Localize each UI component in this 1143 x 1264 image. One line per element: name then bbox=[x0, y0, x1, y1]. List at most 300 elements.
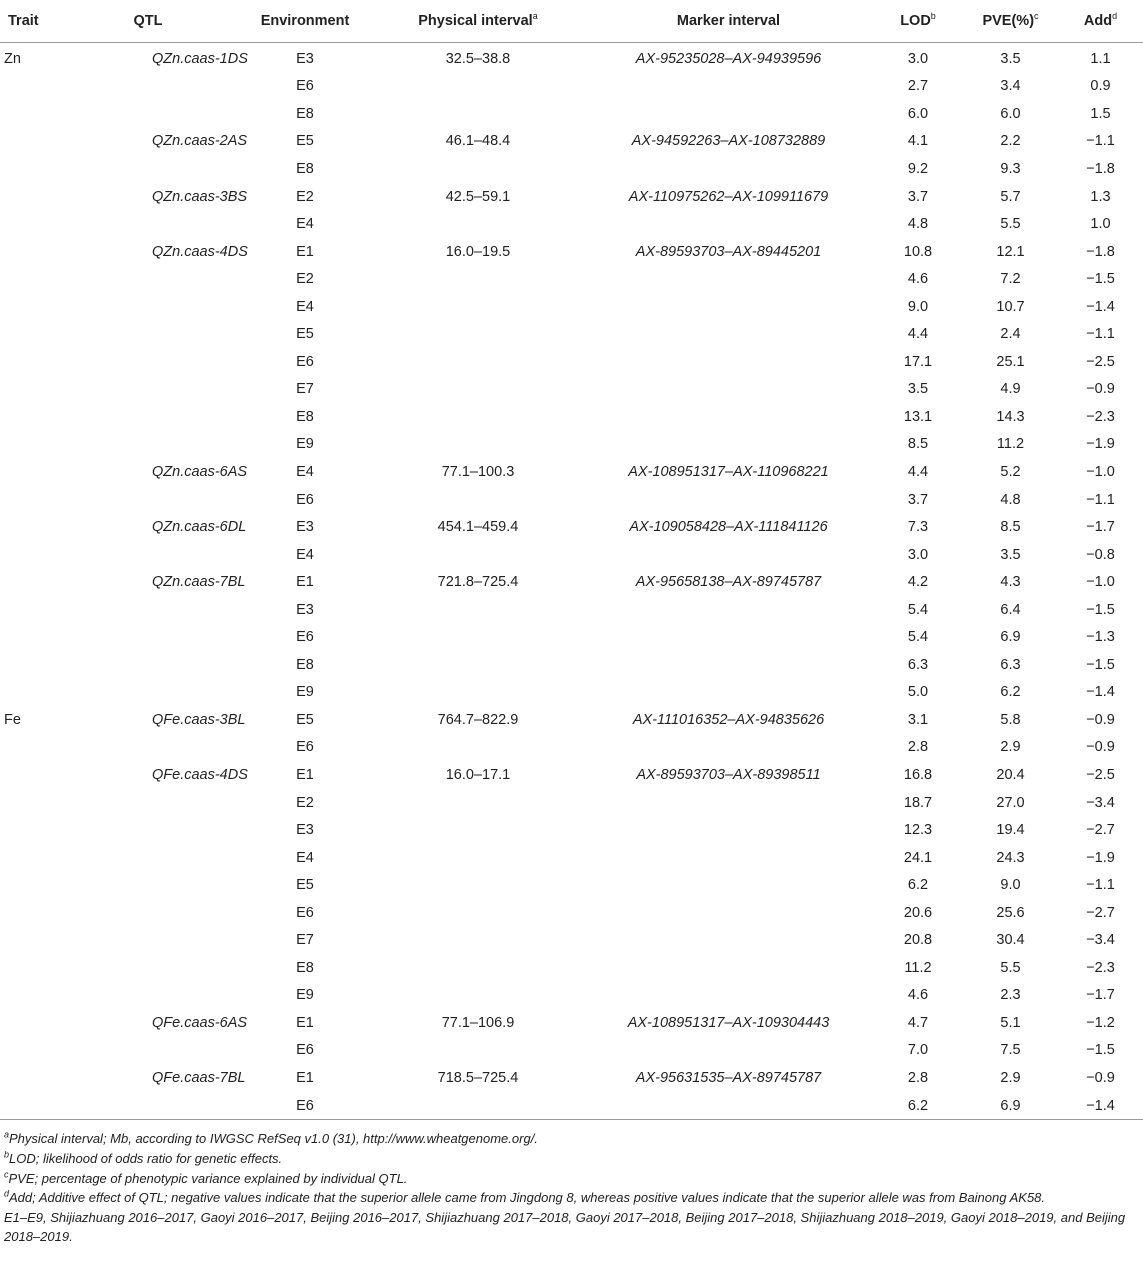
cell-marker-interval bbox=[584, 789, 873, 817]
cell-environment: E3 bbox=[296, 519, 314, 536]
cell-add: −1.1 bbox=[1086, 877, 1115, 894]
table-row bbox=[0, 761, 1143, 789]
cell-trait bbox=[0, 982, 58, 1010]
cell-lod: 2.7 bbox=[907, 78, 929, 95]
cell-add: −1.4 bbox=[1058, 1092, 1143, 1120]
cell-trait bbox=[0, 486, 58, 514]
footnote bbox=[4, 1169, 1143, 1189]
cell-environment: E3 bbox=[296, 601, 314, 618]
cell-pve: 4.8 bbox=[1000, 491, 1021, 508]
cell-physical-interval bbox=[372, 927, 584, 955]
cell-environment: E9 bbox=[296, 987, 314, 1004]
cell-environment: E7 bbox=[296, 932, 314, 949]
cell-pve: 24.3 bbox=[996, 849, 1025, 866]
cell-environment: E5 bbox=[296, 133, 314, 150]
table-row bbox=[0, 155, 1143, 183]
header-qtl: QTL bbox=[58, 0, 238, 43]
cell-lod: 7.3 bbox=[907, 519, 929, 536]
cell-lod: 9.2 bbox=[907, 160, 929, 177]
cell-lod: 5.4 bbox=[907, 601, 929, 618]
cell-trait bbox=[0, 844, 58, 872]
cell-physical-interval bbox=[372, 431, 584, 459]
cell-trait bbox=[0, 1009, 58, 1037]
cell-environment: E6 bbox=[238, 1092, 372, 1120]
table-footnotes bbox=[0, 1129, 1143, 1247]
table-row bbox=[0, 899, 1143, 927]
cell-add: −1.3 bbox=[1086, 629, 1115, 646]
footnote bbox=[4, 1149, 1143, 1169]
cell-lod: 4.6 bbox=[907, 987, 929, 1004]
footnote-marker: d bbox=[1112, 11, 1118, 22]
table-row bbox=[0, 954, 1143, 982]
cell-qtl bbox=[58, 541, 238, 569]
cell-lod: 13.1 bbox=[903, 408, 933, 425]
cell-qtl bbox=[58, 596, 238, 624]
cell-trait bbox=[0, 541, 58, 569]
cell-physical-interval bbox=[372, 320, 584, 348]
cell-lod: 2.8 bbox=[907, 739, 929, 756]
cell-lod: 4.4 bbox=[907, 463, 929, 480]
table-row bbox=[0, 706, 1143, 734]
cell-marker-interval bbox=[584, 651, 873, 679]
header-marker-interval: Marker interval bbox=[584, 0, 873, 43]
cell-environment: E8 bbox=[296, 160, 314, 177]
cell-pve: 5.8 bbox=[1000, 711, 1021, 728]
cell-add: −0.9 bbox=[1086, 739, 1115, 756]
cell-marker-interval bbox=[584, 210, 873, 238]
cell-lod: 9.0 bbox=[907, 298, 929, 315]
cell-physical-interval: 46.1–48.4 bbox=[445, 133, 511, 150]
cell-qtl: QZn.caas-6DL bbox=[152, 519, 247, 536]
cell-add: −2.5 bbox=[1086, 766, 1115, 783]
cell-marker-interval bbox=[584, 596, 873, 624]
footnote bbox=[4, 1129, 1143, 1149]
cell-qtl bbox=[58, 73, 238, 101]
cell-environment: E4 bbox=[296, 298, 314, 315]
cell-marker-interval bbox=[584, 899, 873, 927]
table-row bbox=[0, 376, 1143, 404]
cell-marker-interval bbox=[584, 871, 873, 899]
cell-lod: 17.1 bbox=[903, 353, 933, 370]
cell-lod: 5.4 bbox=[907, 629, 929, 646]
cell-trait bbox=[0, 623, 58, 651]
header-add bbox=[1058, 0, 1143, 43]
cell-marker-interval: AX-95631535–AX-89745787 bbox=[635, 1070, 822, 1086]
cell-add: 1.5 bbox=[1090, 105, 1111, 122]
cell-trait bbox=[0, 679, 58, 707]
cell-pve: 10.7 bbox=[996, 298, 1025, 315]
cell-environment: E6 bbox=[296, 629, 314, 646]
header-environment: Environment bbox=[238, 0, 372, 43]
cell-environment: E5 bbox=[296, 877, 314, 894]
cell-physical-interval bbox=[372, 789, 584, 817]
cell-marker-interval bbox=[584, 73, 873, 101]
cell-add: −0.9 bbox=[1086, 1070, 1115, 1086]
cell-environment: E8 bbox=[296, 959, 314, 976]
cell-add: −1.0 bbox=[1086, 463, 1115, 480]
cell-add: −1.5 bbox=[1086, 271, 1115, 288]
cell-pve: 25.1 bbox=[996, 353, 1025, 370]
cell-pve: 5.7 bbox=[1000, 188, 1021, 205]
cell-add: −1.7 bbox=[1086, 987, 1115, 1004]
cell-add: −0.9 bbox=[1086, 381, 1115, 398]
cell-pve: 30.4 bbox=[996, 932, 1025, 949]
footnote-text: PVE; percentage of phenotypic variance explained by individual QTL. bbox=[8, 1170, 408, 1186]
header-physical-interval bbox=[372, 0, 584, 43]
cell-physical-interval bbox=[372, 844, 584, 872]
cell-marker-interval bbox=[584, 293, 873, 321]
cell-pve: 9.0 bbox=[1000, 877, 1021, 894]
cell-physical-interval: 77.1–100.3 bbox=[441, 463, 515, 480]
cell-qtl bbox=[58, 734, 238, 762]
cell-add: −2.7 bbox=[1086, 904, 1115, 921]
cell-add: −1.2 bbox=[1086, 1014, 1115, 1031]
cell-trait bbox=[0, 431, 58, 459]
cell-physical-interval: 16.0–19.5 bbox=[445, 243, 511, 260]
table-row bbox=[0, 816, 1143, 844]
cell-marker-interval: AX-95235028–AX-94939596 bbox=[635, 50, 822, 67]
cell-pve: 4.3 bbox=[1000, 574, 1021, 591]
table-row bbox=[0, 100, 1143, 128]
cell-physical-interval bbox=[372, 100, 584, 128]
header-pve bbox=[963, 0, 1058, 43]
cell-marker-interval bbox=[584, 1092, 873, 1120]
cell-qtl: QFe.caas-6AS bbox=[152, 1014, 248, 1031]
cell-trait bbox=[0, 183, 58, 211]
cell-pve: 2.2 bbox=[1000, 133, 1021, 150]
cell-environment: E4 bbox=[296, 849, 314, 866]
cell-add: 0.9 bbox=[1090, 78, 1111, 95]
cell-environment: E3 bbox=[296, 822, 314, 839]
cell-add: −1.5 bbox=[1086, 601, 1115, 618]
cell-add: −1.4 bbox=[1086, 298, 1115, 315]
cell-qtl bbox=[58, 486, 238, 514]
cell-physical-interval: 454.1–459.4 bbox=[437, 519, 519, 536]
cell-add: −1.8 bbox=[1086, 160, 1115, 177]
cell-marker-interval bbox=[584, 431, 873, 459]
cell-lod: 4.7 bbox=[907, 1014, 929, 1031]
footnote-marker: c bbox=[1034, 11, 1039, 22]
cell-lod: 24.1 bbox=[903, 849, 933, 866]
cell-marker-interval: AX-95658138–AX-89745787 bbox=[635, 574, 822, 591]
cell-lod: 3.5 bbox=[907, 381, 929, 398]
cell-marker-interval: AX-110975262–AX-109911679 bbox=[628, 188, 829, 205]
cell-marker-interval bbox=[584, 623, 873, 651]
cell-trait: Zn bbox=[4, 50, 21, 67]
cell-physical-interval bbox=[372, 486, 584, 514]
cell-physical-interval: 764.7–822.9 bbox=[437, 711, 519, 728]
table-row bbox=[0, 348, 1143, 376]
cell-physical-interval bbox=[372, 155, 584, 183]
cell-physical-interval bbox=[372, 1092, 584, 1120]
cell-trait bbox=[0, 128, 58, 156]
cell-pve: 3.4 bbox=[1000, 78, 1021, 95]
cell-physical-interval: 32.5–38.8 bbox=[445, 50, 511, 67]
cell-trait bbox=[0, 568, 58, 596]
cell-pve: 6.9 bbox=[963, 1092, 1058, 1120]
table-row bbox=[0, 679, 1143, 707]
cell-trait bbox=[0, 348, 58, 376]
cell-add: 1.3 bbox=[1090, 188, 1111, 205]
table-row bbox=[0, 238, 1143, 266]
cell-lod: 3.0 bbox=[907, 50, 929, 67]
cell-trait bbox=[0, 596, 58, 624]
cell-qtl bbox=[58, 320, 238, 348]
cell-environment: E4 bbox=[296, 463, 314, 480]
cell-environment: E4 bbox=[296, 216, 314, 233]
cell-environment: E1 bbox=[296, 766, 314, 783]
cell-physical-interval bbox=[372, 899, 584, 927]
cell-physical-interval: 16.0–17.1 bbox=[445, 766, 511, 783]
cell-qtl bbox=[58, 348, 238, 376]
cell-lod: 12.3 bbox=[903, 822, 933, 839]
cell-physical-interval bbox=[372, 982, 584, 1010]
cell-lod: 6.0 bbox=[907, 105, 929, 122]
cell-qtl: QFe.caas-7BL bbox=[152, 1070, 246, 1086]
footnote-marker: a bbox=[532, 11, 538, 22]
cell-physical-interval bbox=[372, 541, 584, 569]
cell-pve: 19.4 bbox=[996, 822, 1025, 839]
cell-marker-interval: AX-89593703–AX-89445201 bbox=[635, 243, 822, 260]
cell-lod: 11.2 bbox=[904, 959, 932, 976]
table-row bbox=[0, 982, 1143, 1010]
cell-pve: 9.3 bbox=[1000, 160, 1021, 177]
cell-add: −1.9 bbox=[1086, 436, 1115, 453]
cell-pve: 5.1 bbox=[1000, 1014, 1021, 1031]
cell-environment: E5 bbox=[296, 711, 314, 728]
cell-qtl bbox=[58, 1092, 238, 1120]
cell-trait bbox=[0, 265, 58, 293]
cell-lod: 4.4 bbox=[907, 326, 929, 343]
cell-trait bbox=[0, 458, 58, 486]
table-row bbox=[0, 183, 1143, 211]
cell-marker-interval: AX-108951317–AX-109304443 bbox=[627, 1014, 830, 1031]
cell-pve: 12.1 bbox=[996, 243, 1025, 260]
table-row bbox=[0, 486, 1143, 514]
cell-lod: 6.2 bbox=[873, 1092, 963, 1120]
table-row bbox=[0, 403, 1143, 431]
header-trait bbox=[0, 0, 58, 43]
cell-trait bbox=[0, 238, 58, 266]
cell-add: −3.4 bbox=[1086, 794, 1115, 811]
cell-add: −1.7 bbox=[1086, 519, 1115, 536]
cell-lod: 18.7 bbox=[903, 794, 933, 811]
cell-qtl: QZn.caas-2AS bbox=[152, 133, 248, 150]
cell-marker-interval bbox=[584, 320, 873, 348]
cell-pve: 3.5 bbox=[1000, 546, 1021, 563]
footnote-text: LOD; likelihood of odds ratio for genetic effects. bbox=[9, 1150, 283, 1166]
cell-add: −1.1 bbox=[1086, 133, 1115, 150]
table-row bbox=[0, 568, 1143, 596]
footnote-marker: b bbox=[4, 1149, 10, 1160]
header-trait-label: Trait bbox=[8, 13, 39, 29]
cell-environment: E6 bbox=[296, 739, 314, 756]
cell-physical-interval bbox=[372, 376, 584, 404]
cell-add: −1.9 bbox=[1086, 849, 1115, 866]
cell-environment: E6 bbox=[296, 491, 314, 508]
table-row bbox=[0, 431, 1143, 459]
cell-qtl bbox=[58, 927, 238, 955]
table-row bbox=[0, 210, 1143, 238]
cell-qtl bbox=[58, 293, 238, 321]
cell-lod: 6.3 bbox=[907, 656, 929, 673]
cell-marker-interval bbox=[584, 734, 873, 762]
table-row bbox=[0, 43, 1143, 73]
table-row bbox=[0, 1009, 1143, 1037]
cell-add: −2.3 bbox=[1086, 408, 1115, 425]
cell-add: −1.1 bbox=[1086, 491, 1115, 508]
cell-physical-interval bbox=[372, 871, 584, 899]
cell-qtl bbox=[58, 899, 238, 927]
cell-physical-interval: 721.8–725.4 bbox=[437, 574, 519, 591]
environment-note: E1–E9, Shijiazhuang 2016–2017, Gaoyi 2016–2017, Beijing 2016–2017, Shijiazhuang 2017–2018, Gaoyi 2017–2018, Beijing 2017–2018, Shijiazhuang 2018–2019, Gaoyi 2018–2019, and Beijing 2018–2019. bbox=[4, 1209, 1126, 1245]
cell-marker-interval bbox=[584, 348, 873, 376]
cell-add: −1.5 bbox=[1086, 656, 1115, 673]
cell-marker-interval bbox=[584, 541, 873, 569]
cell-physical-interval bbox=[372, 734, 584, 762]
cell-physical-interval bbox=[372, 623, 584, 651]
cell-qtl bbox=[58, 403, 238, 431]
cell-trait bbox=[0, 155, 58, 183]
footnote-text: Physical interval; Mb, according to IWGSC RefSeq v1.0 (31), http://www.wheatgenome.org/. bbox=[9, 1131, 538, 1147]
cell-physical-interval bbox=[372, 348, 584, 376]
cell-qtl bbox=[58, 100, 238, 128]
cell-qtl bbox=[58, 155, 238, 183]
cell-qtl: QZn.caas-6AS bbox=[152, 463, 248, 480]
table-row bbox=[0, 734, 1143, 762]
cell-environment: E1 bbox=[296, 1070, 314, 1086]
cell-lod: 10.8 bbox=[903, 243, 933, 260]
cell-pve: 2.9 bbox=[1000, 739, 1021, 756]
header-physical-interval-label: Physical interval bbox=[418, 13, 533, 29]
cell-marker-interval bbox=[584, 486, 873, 514]
cell-add: −2.3 bbox=[1086, 959, 1115, 976]
cell-qtl: QZn.caas-1DS bbox=[152, 50, 248, 67]
table-row bbox=[0, 1092, 1143, 1120]
cell-pve: 6.0 bbox=[1000, 105, 1021, 122]
cell-pve: 5.2 bbox=[1000, 463, 1021, 480]
cell-marker-interval bbox=[584, 679, 873, 707]
cell-marker-interval bbox=[584, 927, 873, 955]
cell-qtl: QZn.caas-3BS bbox=[152, 188, 248, 205]
cell-trait bbox=[0, 100, 58, 128]
cell-pve: 6.4 bbox=[1000, 601, 1021, 618]
table-row bbox=[0, 541, 1143, 569]
cell-trait bbox=[0, 513, 58, 541]
cell-add: 1.1 bbox=[1090, 50, 1111, 67]
table-row bbox=[0, 73, 1143, 101]
cell-pve: 5.5 bbox=[1000, 959, 1021, 976]
cell-qtl bbox=[58, 954, 238, 982]
cell-pve: 14.3 bbox=[996, 408, 1025, 425]
cell-qtl bbox=[58, 210, 238, 238]
cell-add: −2.7 bbox=[1086, 822, 1115, 839]
cell-trait bbox=[0, 927, 58, 955]
cell-pve: 11.2 bbox=[996, 436, 1025, 453]
cell-pve: 6.2 bbox=[1000, 684, 1021, 701]
cell-marker-interval bbox=[584, 816, 873, 844]
cell-environment: E5 bbox=[296, 326, 314, 343]
cell-pve: 4.9 bbox=[1000, 381, 1021, 398]
cell-add: −1.0 bbox=[1086, 574, 1115, 591]
cell-trait bbox=[0, 761, 58, 789]
table-row bbox=[0, 1037, 1143, 1065]
cell-trait bbox=[0, 1037, 58, 1065]
cell-marker-interval bbox=[584, 376, 873, 404]
cell-lod: 8.5 bbox=[907, 436, 929, 453]
cell-marker-interval: AX-108951317–AX-110968221 bbox=[628, 463, 829, 480]
cell-add: −0.8 bbox=[1086, 546, 1115, 563]
cell-environment: E6 bbox=[296, 78, 314, 95]
cell-environment: E8 bbox=[296, 656, 314, 673]
cell-environment: E2 bbox=[296, 794, 314, 811]
footnote-marker: a bbox=[4, 1130, 10, 1140]
cell-environment: E6 bbox=[296, 904, 314, 921]
cell-add: −1.5 bbox=[1086, 1042, 1115, 1059]
cell-physical-interval bbox=[372, 679, 584, 707]
cell-lod: 20.6 bbox=[903, 904, 933, 921]
cell-add: −0.9 bbox=[1086, 711, 1115, 728]
cell-marker-interval bbox=[584, 954, 873, 982]
cell-physical-interval bbox=[372, 1037, 584, 1065]
cell-marker-interval: AX-111016352–AX-94835626 bbox=[632, 711, 825, 728]
cell-environment: E1 bbox=[296, 243, 314, 260]
table-body bbox=[0, 43, 1143, 1120]
cell-lod: 3.7 bbox=[907, 491, 929, 508]
cell-qtl bbox=[58, 789, 238, 817]
cell-qtl bbox=[58, 376, 238, 404]
cell-lod: 5.0 bbox=[907, 684, 929, 701]
cell-pve: 2.4 bbox=[1000, 326, 1021, 343]
cell-lod: 4.1 bbox=[907, 133, 929, 150]
table-row bbox=[0, 596, 1143, 624]
cell-pve: 25.6 bbox=[996, 904, 1025, 921]
cell-lod: 6.2 bbox=[907, 877, 929, 894]
footnote-marker: c bbox=[4, 1169, 9, 1180]
cell-trait bbox=[0, 376, 58, 404]
header-lod-label: LOD bbox=[900, 13, 931, 29]
cell-pve: 3.5 bbox=[1000, 50, 1021, 67]
cell-trait bbox=[0, 320, 58, 348]
cell-environment: E6 bbox=[296, 1042, 314, 1059]
cell-lod: 3.0 bbox=[907, 546, 929, 563]
cell-physical-interval: 718.5–725.4 bbox=[437, 1070, 519, 1086]
footnote bbox=[4, 1188, 1143, 1208]
cell-trait: Fe bbox=[4, 711, 21, 728]
table-header bbox=[0, 0, 1143, 43]
cell-add: −1.8 bbox=[1086, 243, 1115, 260]
cell-qtl bbox=[58, 982, 238, 1010]
cell-trait bbox=[0, 293, 58, 321]
cell-lod: 4.6 bbox=[907, 271, 929, 288]
header-add-label: Add bbox=[1083, 13, 1113, 29]
cell-physical-interval bbox=[372, 816, 584, 844]
table-row bbox=[0, 871, 1143, 899]
cell-add: −1.4 bbox=[1086, 684, 1115, 701]
cell-physical-interval: 77.1–106.9 bbox=[441, 1014, 515, 1031]
cell-lod: 20.8 bbox=[903, 932, 933, 949]
table-row bbox=[0, 265, 1143, 293]
cell-environment: E8 bbox=[296, 105, 314, 122]
cell-qtl: QFe.caas-3BL bbox=[152, 711, 246, 728]
cell-environment: E4 bbox=[296, 546, 314, 563]
cell-trait bbox=[0, 210, 58, 238]
cell-pve: 5.5 bbox=[1000, 216, 1021, 233]
cell-qtl bbox=[58, 816, 238, 844]
cell-trait bbox=[0, 734, 58, 762]
cell-marker-interval bbox=[584, 155, 873, 183]
cell-environment: E1 bbox=[296, 574, 314, 591]
